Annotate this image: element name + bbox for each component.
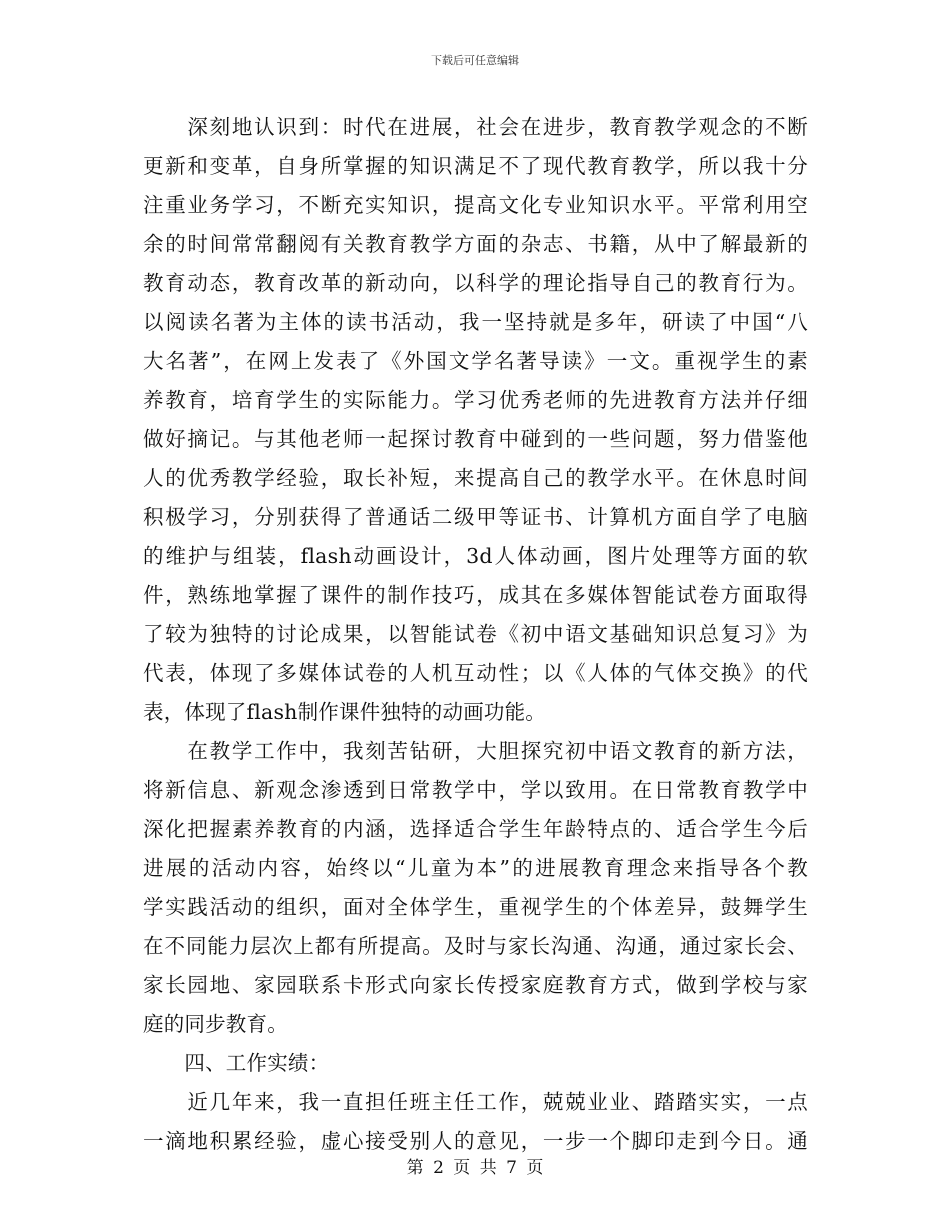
text-line: 学实践活动的组织，面对全体学生，重视学生的个体差异，鼓舞学生: [143, 895, 808, 919]
text-line: 庭的同步教育。: [143, 1012, 288, 1036]
text-line: 近几年来，我一直担任班主任工作，兢兢业业、踏踏实实，一点: [143, 1090, 808, 1114]
text-line: 做好摘记。与其他老师一起探讨教育中碰到的一些问题，努力借鉴他: [143, 427, 808, 451]
text-line: 将新信息、新观念渗透到日常教学中，学以致用。在日常教育教学中: [143, 778, 808, 802]
text-line: 表，体现了flash制作课件独特的动画功能。: [143, 700, 546, 724]
document-body: [143, 108, 808, 1161]
text-line: 在不同能力层次上都有所提高。及时与家长沟通、沟通，通过家长会、: [143, 934, 808, 958]
text-line: 深刻地认识到：时代在进展，社会在进步，教育教学观念的不断: [143, 115, 808, 139]
text-line: 代表，体现了多媒体试卷的人机互动性；以《人体的气体交换》的代: [143, 661, 808, 685]
text-line: 人的优秀教学经验，取长补短，来提高自己的教学水平。在休息时间: [143, 466, 808, 490]
text-line: 深化把握素养教育的内涵，选择适合学生年龄特点的、适合学生今后: [143, 817, 808, 841]
text-line: 积极学习，分别获得了普通话二级甲等证书、计算机方面自学了电脑: [143, 505, 808, 529]
text-line: 以阅读名著为主体的读书活动，我一坚持就是多年，研读了中国“八: [143, 310, 808, 334]
page-header-note: 下载后可任意编辑: [431, 54, 519, 67]
text-line: 教育动态，教育改革的新动向，以科学的理论指导自己的教育行为。: [143, 271, 808, 295]
text-line: 更新和变革，自身所掌握的知识满足不了现代教育教学，所以我十分: [143, 154, 808, 178]
page-number: 第 2 页 共 7 页: [406, 1158, 544, 1178]
text-line: 养教育，培育学生的实际能力。学习优秀老师的先进教育方法并仔细: [143, 388, 808, 412]
text-line: 了较为独特的讨论成果，以智能试卷《初中语文基础知识总复习》为: [143, 622, 808, 646]
text-line: 注重业务学习，不断充实知识，提高文化专业知识水平。平常利用空: [143, 193, 808, 217]
section-heading: 四、工作实绩：: [143, 1051, 330, 1075]
text-line: 件，熟练地掌握了课件的制作技巧，成其在多媒体智能试卷方面取得: [143, 583, 808, 607]
text-line: 大名著”，在网上发表了《外国文学名著导读》一文。重视学生的素: [143, 349, 808, 373]
text-line: 进展的活动内容，始终以“儿童为本”的进展教育理念来指导各个教: [143, 856, 808, 880]
text-line: 在教学工作中，我刻苦钻研，大胆探究初中语文教育的新方法，: [143, 739, 808, 763]
text-line: 的维护与组装，flash动画设计，3d人体动画，图片处理等方面的软: [143, 544, 808, 568]
text-line: 家长园地、家园联系卡形式向家长传授家庭教育方式，做到学校与家: [143, 973, 808, 997]
text-line: 余的时间常常翻阅有关教育教学方面的杂志、书籍，从中了解最新的: [143, 232, 808, 256]
text-line: 一滴地积累经验，虚心接受别人的意见，一步一个脚印走到今日。通: [143, 1129, 808, 1153]
